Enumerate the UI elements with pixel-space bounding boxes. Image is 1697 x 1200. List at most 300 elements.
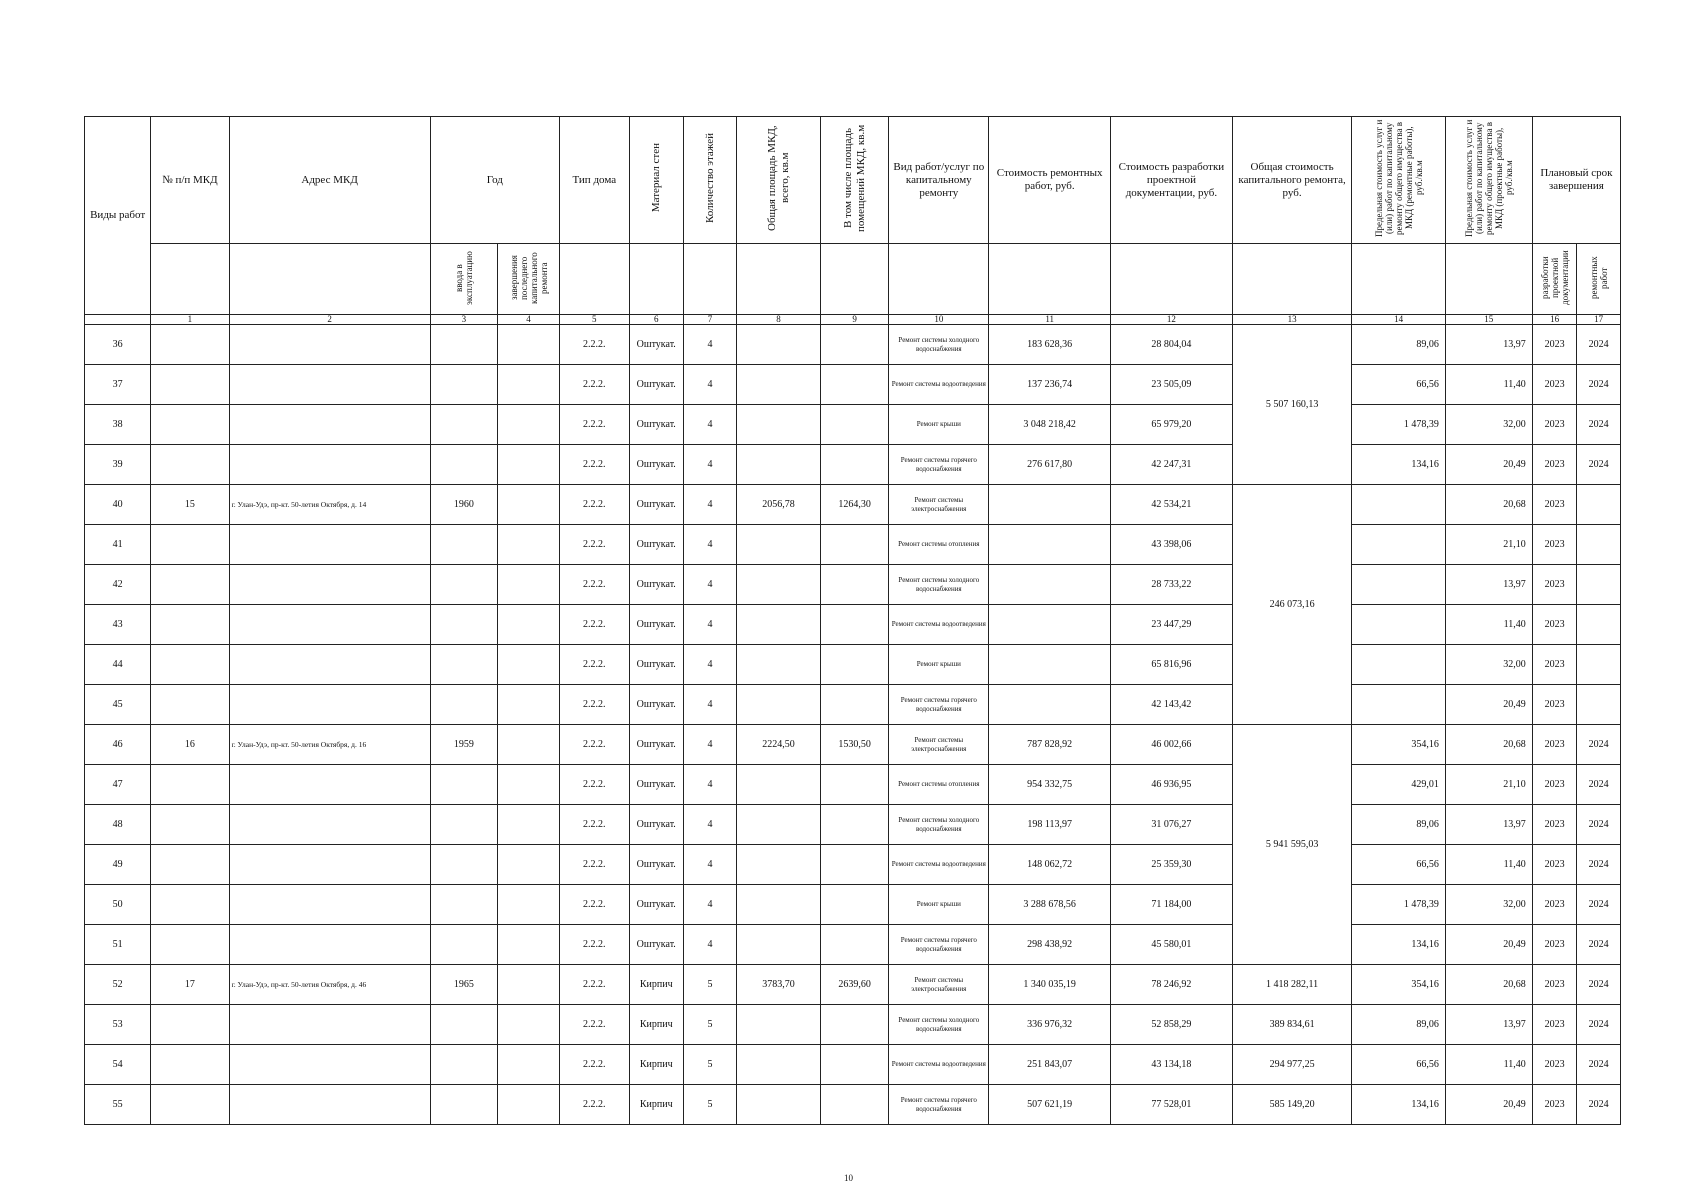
floor-count: 4: [683, 525, 736, 565]
header-sub-empty: [683, 244, 736, 315]
floor-count: 5: [683, 1005, 736, 1045]
wall-material: Оштукат.: [629, 685, 683, 725]
design-deadline: 2023: [1532, 805, 1577, 845]
table-row: [85, 1085, 1621, 1125]
wall-material: Оштукат.: [629, 765, 683, 805]
address-cell: [229, 445, 430, 485]
total-cost: 585 149,20: [1232, 1085, 1352, 1125]
table-row: [85, 645, 1621, 685]
mkd-number: [151, 1005, 229, 1045]
limit-cost-design: 20,49: [1445, 1085, 1532, 1125]
limit-cost-design: 11,40: [1445, 1045, 1532, 1085]
work-type: Ремонт крыши: [889, 645, 989, 685]
year-last-repair: [498, 325, 560, 365]
header-etazhi: [683, 117, 736, 244]
page-number: 10: [844, 1173, 853, 1183]
year-last-repair: [498, 805, 560, 845]
work-type: Ремонт системы горячего водоснабжения: [889, 1085, 989, 1125]
table-row: [85, 1045, 1621, 1085]
header-vvoda: [430, 244, 497, 315]
total-area: [737, 685, 821, 725]
repair-deadline: 2024: [1577, 1045, 1621, 1085]
repair-deadline: [1577, 685, 1621, 725]
header-remontnyh: [1577, 244, 1621, 315]
address-cell: г. Улан-Удэ, пр-кт. 50-летия Октября, д. 46: [229, 965, 430, 1005]
design-deadline: 2023: [1532, 645, 1577, 685]
header-sub-empty: [889, 244, 989, 315]
house-type: 2.2.2.: [560, 805, 630, 845]
house-type: 2.2.2.: [560, 965, 630, 1005]
limit-cost-design: 32,00: [1445, 645, 1532, 685]
floor-count: 5: [683, 1085, 736, 1125]
header-pred-proekt-text: Предельная стоимость услуг и (или) работ по капитальному ремонту общего имущества в МКД (проектные работы), руб./кв.м: [1463, 119, 1514, 237]
house-type: 2.2.2.: [560, 645, 630, 685]
total-cost: 1 418 282,11: [1232, 965, 1352, 1005]
house-type: 2.2.2.: [560, 445, 630, 485]
total-area: [737, 645, 821, 685]
address-cell: [229, 565, 430, 605]
mkd-number: [151, 605, 229, 645]
work-type: Ремонт системы электроснабжения: [889, 725, 989, 765]
header-row-numbers: [85, 315, 1621, 325]
header-ploshad-pom: [820, 117, 888, 244]
total-area: [737, 365, 821, 405]
premises-area: [820, 805, 888, 845]
design-deadline: 2023: [1532, 1005, 1577, 1045]
repair-cost: 507 621,19: [989, 1085, 1111, 1125]
work-type: Ремонт системы горячего водоснабжения: [889, 925, 989, 965]
design-cost: 28 804,04: [1111, 325, 1233, 365]
header-obshaya: Общая стоимость капитального ремонта, руб.: [1232, 117, 1352, 244]
premises-area: [820, 1085, 888, 1125]
premises-area: 1530,50: [820, 725, 888, 765]
year-commissioned: 1965: [430, 965, 497, 1005]
column-number: 13: [1232, 315, 1352, 325]
total-cost: 5 941 595,03: [1232, 725, 1352, 965]
repair-cost: 183 628,36: [989, 325, 1111, 365]
work-type: Ремонт системы холодного водоснабжения: [889, 1005, 989, 1045]
year-commissioned: [430, 805, 497, 845]
design-deadline: 2023: [1532, 845, 1577, 885]
repair-cost: 787 828,92: [989, 725, 1111, 765]
floor-count: 4: [683, 805, 736, 845]
wall-material: Оштукат.: [629, 885, 683, 925]
total-area: [737, 885, 821, 925]
limit-cost-design: 20,68: [1445, 725, 1532, 765]
year-last-repair: [498, 645, 560, 685]
repair-cost: 1 340 035,19: [989, 965, 1111, 1005]
row-number: 54: [85, 1045, 151, 1085]
table-row: [85, 725, 1621, 765]
premises-area: [820, 405, 888, 445]
year-commissioned: [430, 445, 497, 485]
column-number: 12: [1111, 315, 1233, 325]
header-stoim-proekt: Стоимость разработки проектной документации, руб.: [1111, 117, 1233, 244]
header-row-sub: [85, 244, 1621, 315]
header-sub-empty: [229, 244, 430, 315]
wall-material: Кирпич: [629, 1085, 683, 1125]
header-ploshad: [737, 117, 821, 244]
row-number: 44: [85, 645, 151, 685]
row-number: 50: [85, 885, 151, 925]
total-area: [737, 765, 821, 805]
header-sub-empty: [737, 244, 821, 315]
house-type: 2.2.2.: [560, 1005, 630, 1045]
floor-count: 4: [683, 765, 736, 805]
mkd-number: 16: [151, 725, 229, 765]
design-deadline: 2023: [1532, 1045, 1577, 1085]
design-deadline: 2023: [1532, 925, 1577, 965]
limit-cost-repair: 89,06: [1352, 1005, 1445, 1045]
total-area: 2224,50: [737, 725, 821, 765]
mkd-number: [151, 325, 229, 365]
premises-area: [820, 885, 888, 925]
limit-cost-repair: 89,06: [1352, 325, 1445, 365]
year-last-repair: [498, 445, 560, 485]
floor-count: 4: [683, 565, 736, 605]
column-number: 2: [229, 315, 430, 325]
house-type: 2.2.2.: [560, 365, 630, 405]
address-cell: [229, 1005, 430, 1045]
house-type: 2.2.2.: [560, 485, 630, 525]
repair-deadline: 2024: [1577, 445, 1621, 485]
mkd-number: 15: [151, 485, 229, 525]
table-row: [85, 1005, 1621, 1045]
column-number: 16: [1532, 315, 1577, 325]
design-cost: 42 143,42: [1111, 685, 1233, 725]
premises-area: [820, 925, 888, 965]
total-area: [737, 1085, 821, 1125]
year-last-repair: [498, 405, 560, 445]
limit-cost-repair: 66,56: [1352, 845, 1445, 885]
header-razrabotki: [1532, 244, 1577, 315]
header-srok: Плановый срок завершения: [1532, 117, 1620, 244]
limit-cost-repair: 354,16: [1352, 725, 1445, 765]
table-row: [85, 485, 1621, 525]
limit-cost-repair: [1352, 525, 1445, 565]
table-row: [85, 845, 1621, 885]
floor-count: 4: [683, 445, 736, 485]
premises-area: [820, 525, 888, 565]
address-cell: [229, 685, 430, 725]
wall-material: Оштукат.: [629, 565, 683, 605]
table-row: [85, 885, 1621, 925]
mkd-number: [151, 805, 229, 845]
mkd-number: [151, 405, 229, 445]
premises-area: [820, 1045, 888, 1085]
mkd-number: [151, 685, 229, 725]
premises-area: [820, 365, 888, 405]
address-cell: [229, 645, 430, 685]
header-etazhi-text: Количество этажей: [703, 132, 716, 224]
column-number: 5: [560, 315, 630, 325]
header-pred-rem: [1352, 117, 1445, 244]
repair-deadline: 2024: [1577, 725, 1621, 765]
wall-material: Кирпич: [629, 1005, 683, 1045]
mkd-number: [151, 445, 229, 485]
year-commissioned: [430, 645, 497, 685]
total-area: [737, 445, 821, 485]
repair-cost: [989, 685, 1111, 725]
design-cost: 77 528,01: [1111, 1085, 1233, 1125]
repair-deadline: 2024: [1577, 845, 1621, 885]
floor-count: 4: [683, 325, 736, 365]
total-cost: 389 834,61: [1232, 1005, 1352, 1045]
limit-cost-design: 20,49: [1445, 925, 1532, 965]
year-last-repair: [498, 1085, 560, 1125]
house-type: 2.2.2.: [560, 925, 630, 965]
year-commissioned: 1959: [430, 725, 497, 765]
year-commissioned: [430, 685, 497, 725]
premises-area: [820, 325, 888, 365]
header-vid-rabot: Виды работ: [85, 117, 151, 315]
premises-area: [820, 765, 888, 805]
header-sub-empty: [1352, 244, 1445, 315]
header-material-text: Материал стен: [649, 143, 662, 213]
year-commissioned: [430, 1005, 497, 1045]
design-cost: 45 580,01: [1111, 925, 1233, 965]
year-last-repair: [498, 565, 560, 605]
floor-count: 4: [683, 365, 736, 405]
floor-count: 4: [683, 645, 736, 685]
address-cell: [229, 925, 430, 965]
design-deadline: 2023: [1532, 885, 1577, 925]
design-deadline: 2023: [1532, 565, 1577, 605]
limit-cost-repair: 134,16: [1352, 925, 1445, 965]
row-number: 43: [85, 605, 151, 645]
wall-material: Оштукат.: [629, 925, 683, 965]
design-deadline: 2023: [1532, 405, 1577, 445]
year-commissioned: [430, 885, 497, 925]
premises-area: [820, 605, 888, 645]
year-last-repair: [498, 1045, 560, 1085]
house-type: 2.2.2.: [560, 405, 630, 445]
house-type: 2.2.2.: [560, 1045, 630, 1085]
limit-cost-design: 20,49: [1445, 445, 1532, 485]
limit-cost-design: 20,68: [1445, 965, 1532, 1005]
year-commissioned: 1960: [430, 485, 497, 525]
row-number: 38: [85, 405, 151, 445]
repair-plan-table: [84, 116, 1621, 1125]
document-sheet: [84, 116, 1621, 1125]
mkd-number: [151, 885, 229, 925]
total-area: [737, 925, 821, 965]
limit-cost-repair: 89,06: [1352, 805, 1445, 845]
repair-cost: 148 062,72: [989, 845, 1111, 885]
floor-count: 4: [683, 885, 736, 925]
limit-cost-design: 11,40: [1445, 845, 1532, 885]
limit-cost-design: 32,00: [1445, 405, 1532, 445]
table-row: [85, 445, 1621, 485]
total-area: [737, 1045, 821, 1085]
design-cost: 25 359,30: [1111, 845, 1233, 885]
address-cell: [229, 1045, 430, 1085]
column-number: 9: [820, 315, 888, 325]
mkd-number: [151, 925, 229, 965]
header-sub-empty: [1232, 244, 1352, 315]
table-row: [85, 565, 1621, 605]
row-number: 40: [85, 485, 151, 525]
design-cost: 31 076,27: [1111, 805, 1233, 845]
total-area: [737, 605, 821, 645]
column-number: 8: [737, 315, 821, 325]
repair-cost: 198 113,97: [989, 805, 1111, 845]
total-area: [737, 325, 821, 365]
limit-cost-repair: [1352, 685, 1445, 725]
header-ploshad-text: Общая площадь МКД, всего, кв.м: [765, 125, 791, 231]
header-sub-empty: [560, 244, 630, 315]
column-number: 1: [151, 315, 229, 325]
repair-deadline: 2024: [1577, 365, 1621, 405]
limit-cost-repair: 1 478,39: [1352, 885, 1445, 925]
total-cost: 5 507 160,13: [1232, 325, 1352, 485]
repair-deadline: [1577, 485, 1621, 525]
row-number: 53: [85, 1005, 151, 1045]
wall-material: Оштукат.: [629, 365, 683, 405]
wall-material: Оштукат.: [629, 405, 683, 445]
mkd-number: [151, 365, 229, 405]
row-number: 49: [85, 845, 151, 885]
address-cell: [229, 885, 430, 925]
work-type: Ремонт системы отопления: [889, 525, 989, 565]
premises-area: [820, 645, 888, 685]
header-remontnyh-text: ремонтных работ: [1588, 256, 1609, 300]
mkd-number: [151, 525, 229, 565]
year-commissioned: [430, 1085, 497, 1125]
repair-deadline: 2024: [1577, 325, 1621, 365]
repair-cost: 298 438,92: [989, 925, 1111, 965]
limit-cost-repair: 134,16: [1352, 445, 1445, 485]
design-cost: 42 534,21: [1111, 485, 1233, 525]
limit-cost-repair: 134,16: [1352, 1085, 1445, 1125]
limit-cost-design: 13,97: [1445, 565, 1532, 605]
repair-deadline: 2024: [1577, 1005, 1621, 1045]
column-number: 14: [1352, 315, 1445, 325]
limit-cost-repair: 354,16: [1352, 965, 1445, 1005]
table-row: [85, 765, 1621, 805]
total-cost: 294 977,25: [1232, 1045, 1352, 1085]
header-sub-empty: [820, 244, 888, 315]
address-cell: [229, 805, 430, 845]
floor-count: 4: [683, 925, 736, 965]
repair-cost: [989, 645, 1111, 685]
design-cost: 52 858,29: [1111, 1005, 1233, 1045]
year-last-repair: [498, 925, 560, 965]
limit-cost-design: 21,10: [1445, 765, 1532, 805]
column-number: 4: [498, 315, 560, 325]
table-row: [85, 685, 1621, 725]
row-number: 42: [85, 565, 151, 605]
house-type: 2.2.2.: [560, 605, 630, 645]
work-type: Ремонт системы водоотведения: [889, 1045, 989, 1085]
premises-area: [820, 565, 888, 605]
header-pred-proekt: [1445, 117, 1532, 244]
premises-area: [820, 685, 888, 725]
year-last-repair: [498, 845, 560, 885]
floor-count: 5: [683, 1045, 736, 1085]
header-zaversheniya-text: завершения последнего капитального ремонта: [508, 252, 549, 304]
year-commissioned: [430, 325, 497, 365]
year-commissioned: [430, 365, 497, 405]
limit-cost-design: 11,40: [1445, 605, 1532, 645]
work-type: Ремонт системы электроснабжения: [889, 965, 989, 1005]
design-cost: 65 816,96: [1111, 645, 1233, 685]
work-type: Ремонт системы холодного водоснабжения: [889, 805, 989, 845]
limit-cost-design: 13,97: [1445, 325, 1532, 365]
year-commissioned: [430, 525, 497, 565]
total-area: 3783,70: [737, 965, 821, 1005]
design-deadline: 2023: [1532, 965, 1577, 1005]
limit-cost-design: 32,00: [1445, 885, 1532, 925]
header-row-main: [85, 117, 1621, 244]
limit-cost-design: 11,40: [1445, 365, 1532, 405]
header-razrabotki-text: разработки проектной документации: [1539, 250, 1570, 306]
wall-material: Оштукат.: [629, 525, 683, 565]
premises-area: 1264,30: [820, 485, 888, 525]
column-number: 17: [1577, 315, 1621, 325]
year-last-repair: [498, 885, 560, 925]
year-last-repair: [498, 365, 560, 405]
floor-count: 4: [683, 605, 736, 645]
header-tip-doma: Тип дома: [560, 117, 630, 244]
column-number: 3: [430, 315, 497, 325]
address-cell: [229, 765, 430, 805]
repair-cost: 954 332,75: [989, 765, 1111, 805]
year-commissioned: [430, 925, 497, 965]
design-cost: 42 247,31: [1111, 445, 1233, 485]
mkd-number: [151, 765, 229, 805]
design-deadline: 2023: [1532, 485, 1577, 525]
total-area: [737, 845, 821, 885]
column-number: 7: [683, 315, 736, 325]
column-number: 10: [889, 315, 989, 325]
year-commissioned: [430, 1045, 497, 1085]
repair-deadline: 2024: [1577, 965, 1621, 1005]
mkd-number: [151, 1045, 229, 1085]
design-cost: 71 184,00: [1111, 885, 1233, 925]
design-deadline: 2023: [1532, 525, 1577, 565]
design-cost: 43 398,06: [1111, 525, 1233, 565]
row-number: 55: [85, 1085, 151, 1125]
year-last-repair: [498, 725, 560, 765]
address-cell: [229, 405, 430, 445]
wall-material: Оштукат.: [629, 845, 683, 885]
wall-material: Оштукат.: [629, 805, 683, 845]
address-cell: [229, 605, 430, 645]
limit-cost-repair: [1352, 605, 1445, 645]
repair-cost: [989, 565, 1111, 605]
house-type: 2.2.2.: [560, 765, 630, 805]
house-type: 2.2.2.: [560, 565, 630, 605]
repair-deadline: 2024: [1577, 1085, 1621, 1125]
limit-cost-repair: 66,56: [1352, 1045, 1445, 1085]
house-type: 2.2.2.: [560, 325, 630, 365]
header-ploshad-pom-text: В том числе площадь помещений МКД, кв.м: [841, 124, 867, 232]
limit-cost-design: 20,49: [1445, 685, 1532, 725]
row-number: 48: [85, 805, 151, 845]
design-cost: 78 246,92: [1111, 965, 1233, 1005]
house-type: 2.2.2.: [560, 525, 630, 565]
limit-cost-design: 21,10: [1445, 525, 1532, 565]
wall-material: Кирпич: [629, 1045, 683, 1085]
header-sub-empty: [151, 244, 229, 315]
design-cost: 46 936,95: [1111, 765, 1233, 805]
table-row: [85, 805, 1621, 845]
design-deadline: 2023: [1532, 685, 1577, 725]
repair-deadline: 2024: [1577, 405, 1621, 445]
wall-material: Оштукат.: [629, 605, 683, 645]
table-row: [85, 965, 1621, 1005]
